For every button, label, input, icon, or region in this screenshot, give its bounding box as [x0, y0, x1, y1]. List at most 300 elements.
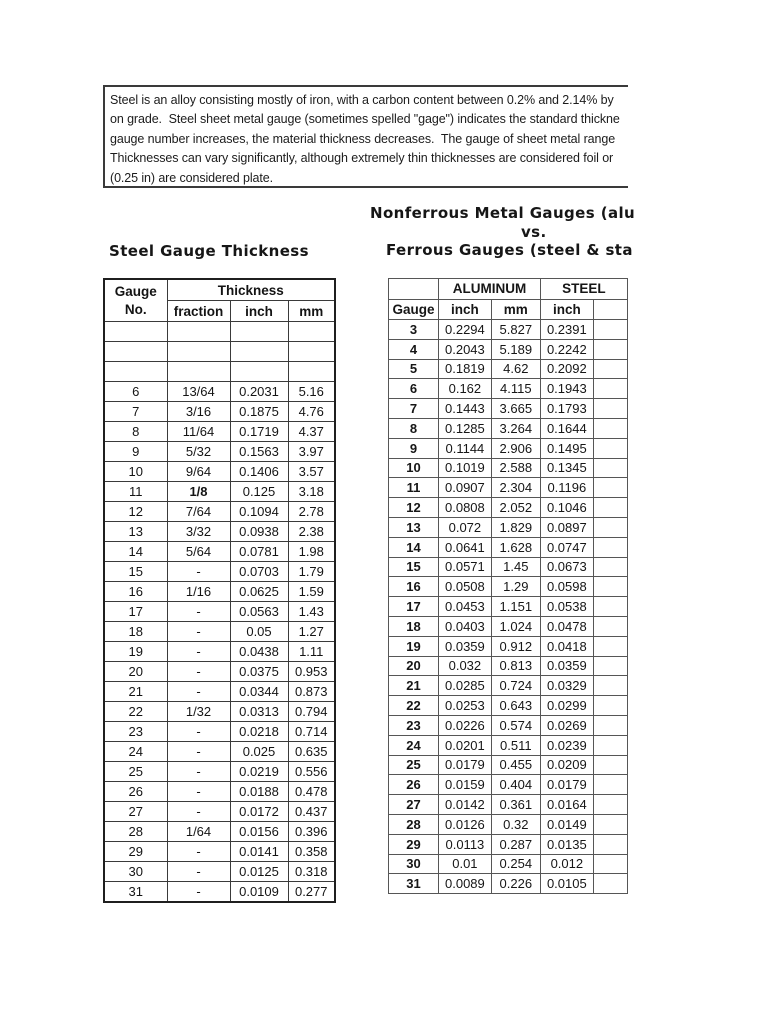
- table-row: [104, 542, 335, 562]
- aluminum-inch-cell: 0.072: [439, 517, 492, 537]
- table-row: [389, 537, 628, 557]
- table-row: [104, 382, 335, 402]
- table-row: [389, 636, 628, 656]
- gauge-cell: [104, 362, 167, 382]
- aluminum-mm-cell: 2.588: [491, 458, 540, 478]
- aluminum-mm-cell: 2.304: [491, 478, 540, 498]
- steel-inch-cell: 0.0329: [540, 676, 593, 696]
- fraction-cell: -: [167, 722, 230, 742]
- table-row: [104, 642, 335, 662]
- fraction-cell: -: [167, 882, 230, 903]
- gauge-cell: 15: [389, 557, 439, 577]
- header-aluminum-inch: inch: [439, 299, 492, 320]
- steel-mm-cell-clipped: [593, 379, 627, 399]
- gauge-cell: 7: [389, 399, 439, 419]
- nonferrous-vs-ferrous-table: [388, 278, 628, 894]
- fraction-cell: -: [167, 742, 230, 762]
- header-steel-inch: inch: [540, 299, 593, 320]
- gauge-cell: 27: [104, 802, 167, 822]
- steel-inch-cell: 0.0747: [540, 537, 593, 557]
- aluminum-inch-cell: 0.0508: [439, 577, 492, 597]
- steel-inch-cell: 0.0673: [540, 557, 593, 577]
- gauge-cell: 30: [104, 862, 167, 882]
- steel-inch-cell: 0.0598: [540, 577, 593, 597]
- aluminum-mm-cell: 2.906: [491, 438, 540, 458]
- inch-cell: [230, 322, 288, 342]
- ferrous-table-clip: [388, 278, 628, 892]
- aluminum-inch-cell: 0.0453: [439, 597, 492, 617]
- header-aluminum-mm: mm: [491, 299, 540, 320]
- mm-cell: 0.873: [288, 682, 335, 702]
- gauge-cell: 19: [389, 636, 439, 656]
- aluminum-mm-cell: 4.115: [491, 379, 540, 399]
- aluminum-inch-cell: 0.0808: [439, 498, 492, 518]
- aluminum-mm-cell: 0.254: [491, 854, 540, 874]
- mm-cell: 1.59: [288, 582, 335, 602]
- mm-cell: [288, 322, 335, 342]
- mm-cell: 0.478: [288, 782, 335, 802]
- gauge-cell: 22: [104, 702, 167, 722]
- fraction-cell: 1/64: [167, 822, 230, 842]
- aluminum-inch-cell: 0.162: [439, 379, 492, 399]
- fraction-cell: [167, 342, 230, 362]
- gauge-cell: 31: [104, 882, 167, 903]
- inch-cell: 0.1875: [230, 402, 288, 422]
- table-row: [389, 359, 628, 379]
- table-row: [104, 742, 335, 762]
- mm-cell: 2.78: [288, 502, 335, 522]
- gauge-cell: 22: [389, 696, 439, 716]
- mm-cell: 0.953: [288, 662, 335, 682]
- table-row: [389, 379, 628, 399]
- steel-inch-cell: 0.0897: [540, 517, 593, 537]
- table-row: [389, 478, 628, 498]
- fraction-cell: -: [167, 642, 230, 662]
- header-gauge: Gauge: [389, 299, 439, 320]
- mm-cell: [288, 362, 335, 382]
- steel-mm-cell-clipped: [593, 359, 627, 379]
- steel-mm-cell-clipped: [593, 557, 627, 577]
- gauge-cell: 30: [389, 854, 439, 874]
- table-row: [104, 462, 335, 482]
- steel-mm-cell-clipped: [593, 320, 627, 340]
- table-row: [389, 854, 628, 874]
- aluminum-inch-cell: 0.2043: [439, 339, 492, 359]
- mm-cell: 4.76: [288, 402, 335, 422]
- aluminum-inch-cell: 0.0285: [439, 676, 492, 696]
- inch-cell: 0.2031: [230, 382, 288, 402]
- steel-mm-cell-clipped: [593, 795, 627, 815]
- fraction-cell: 1/32: [167, 702, 230, 722]
- inch-cell: 0.0141: [230, 842, 288, 862]
- gauge-cell: 23: [104, 722, 167, 742]
- table-row: [104, 422, 335, 442]
- inch-cell: 0.0125: [230, 862, 288, 882]
- table-row: [389, 517, 628, 537]
- gauge-cell: 29: [389, 834, 439, 854]
- aluminum-mm-cell: 0.912: [491, 636, 540, 656]
- aluminum-mm-cell: 1.829: [491, 517, 540, 537]
- inch-cell: 0.0172: [230, 802, 288, 822]
- aluminum-mm-cell: 0.574: [491, 715, 540, 735]
- inch-cell: 0.0109: [230, 882, 288, 903]
- table-row: [104, 482, 335, 502]
- inch-cell: 0.0563: [230, 602, 288, 622]
- aluminum-inch-cell: 0.1443: [439, 399, 492, 419]
- steel-mm-cell-clipped: [593, 854, 627, 874]
- table-row: [104, 722, 335, 742]
- aluminum-mm-cell: 0.226: [491, 874, 540, 894]
- table-row: [389, 418, 628, 438]
- fraction-cell: 5/64: [167, 542, 230, 562]
- aluminum-inch-cell: 0.1019: [439, 458, 492, 478]
- table-row: [389, 577, 628, 597]
- gauge-cell: 18: [389, 616, 439, 636]
- table-row: [104, 682, 335, 702]
- steel-mm-cell-clipped: [593, 636, 627, 656]
- steel-inch-cell: 0.1943: [540, 379, 593, 399]
- right-table-title-line2: vs.: [521, 223, 547, 241]
- inch-cell: 0.0218: [230, 722, 288, 742]
- aluminum-inch-cell: 0.0641: [439, 537, 492, 557]
- header-empty-cell: [389, 279, 439, 300]
- aluminum-inch-cell: 0.1819: [439, 359, 492, 379]
- gauge-cell: 10: [389, 458, 439, 478]
- table-row: [104, 882, 335, 903]
- fraction-cell: -: [167, 622, 230, 642]
- right-table-title-line3: Ferrous Gauges (steel & sta: [386, 241, 633, 259]
- aluminum-mm-cell: 1.29: [491, 577, 540, 597]
- intro-line: on grade. Steel sheet metal gauge (sometimes spelled "gage") indicates the standard thickne: [110, 112, 620, 127]
- mm-cell: 1.98: [288, 542, 335, 562]
- aluminum-inch-cell: 0.0159: [439, 775, 492, 795]
- inch-cell: 0.1563: [230, 442, 288, 462]
- gauge-cell: 23: [389, 715, 439, 735]
- gauge-cell: 12: [104, 502, 167, 522]
- table-row: [104, 562, 335, 582]
- steel-mm-cell-clipped: [593, 696, 627, 716]
- gauge-cell: 11: [389, 478, 439, 498]
- steel-inch-cell: 0.0105: [540, 874, 593, 894]
- fraction-cell: 1/16: [167, 582, 230, 602]
- inch-cell: 0.0938: [230, 522, 288, 542]
- steel-inch-cell: 0.1046: [540, 498, 593, 518]
- fraction-cell: -: [167, 762, 230, 782]
- aluminum-mm-cell: 0.813: [491, 656, 540, 676]
- gauge-cell: [104, 342, 167, 362]
- aluminum-mm-cell: 0.287: [491, 834, 540, 854]
- steel-inch-cell: 0.1495: [540, 438, 593, 458]
- gauge-cell: 5: [389, 359, 439, 379]
- aluminum-inch-cell: 0.0201: [439, 735, 492, 755]
- intro-line: (0.25 in) are considered plate.: [110, 170, 273, 185]
- aluminum-inch-cell: 0.0571: [439, 557, 492, 577]
- gauge-cell: 8: [389, 418, 439, 438]
- steel-inch-cell: 0.0299: [540, 696, 593, 716]
- gauge-cell: 21: [389, 676, 439, 696]
- inch-cell: 0.0625: [230, 582, 288, 602]
- gauge-cell: 10: [104, 462, 167, 482]
- steel-mm-cell-clipped: [593, 735, 627, 755]
- steel-mm-cell-clipped: [593, 517, 627, 537]
- inch-cell: 0.0156: [230, 822, 288, 842]
- aluminum-inch-cell: 0.1285: [439, 418, 492, 438]
- gauge-cell: 28: [104, 822, 167, 842]
- table-row: [389, 874, 628, 894]
- table-row: [104, 622, 335, 642]
- table-row: [389, 755, 628, 775]
- mm-cell: [288, 342, 335, 362]
- gauge-cell: 13: [389, 517, 439, 537]
- fraction-cell: 3/32: [167, 522, 230, 542]
- header-no-label: No.: [124, 301, 147, 317]
- aluminum-inch-cell: 0.0113: [439, 834, 492, 854]
- blank-row: [104, 342, 335, 362]
- gauge-cell: 11: [104, 482, 167, 502]
- gauge-cell: 12: [389, 498, 439, 518]
- aluminum-mm-cell: 0.511: [491, 735, 540, 755]
- table-row: [104, 842, 335, 862]
- header-inch: inch: [230, 301, 288, 322]
- steel-inch-cell: 0.0239: [540, 735, 593, 755]
- aluminum-mm-cell: 1.151: [491, 597, 540, 617]
- steel-mm-cell-clipped: [593, 616, 627, 636]
- steel-inch-cell: 0.1345: [540, 458, 593, 478]
- gauge-cell: 17: [104, 602, 167, 622]
- aluminum-mm-cell: 2.052: [491, 498, 540, 518]
- mm-cell: 1.27: [288, 622, 335, 642]
- table-row: [389, 715, 628, 735]
- table-row: [104, 502, 335, 522]
- gauge-cell: 21: [104, 682, 167, 702]
- gauge-cell: 26: [389, 775, 439, 795]
- inch-cell: 0.125: [230, 482, 288, 502]
- mm-cell: 1.79: [288, 562, 335, 582]
- steel-mm-cell-clipped: [593, 874, 627, 894]
- steel-gauge-table-container: [103, 278, 336, 903]
- gauge-cell: 24: [104, 742, 167, 762]
- aluminum-inch-cell: 0.0089: [439, 874, 492, 894]
- table-row: [104, 762, 335, 782]
- gauge-cell: 6: [389, 379, 439, 399]
- gauge-cell: 24: [389, 735, 439, 755]
- blank-row: [104, 362, 335, 382]
- table-row: [389, 696, 628, 716]
- gauge-cell: 9: [104, 442, 167, 462]
- inch-cell: [230, 342, 288, 362]
- header-gauge-label: Gauge: [114, 283, 157, 299]
- intro-line: gauge number increases, the material thickness decreases. The gauge of sheet metal range: [110, 131, 616, 146]
- aluminum-mm-cell: 0.724: [491, 676, 540, 696]
- mm-cell: 0.358: [288, 842, 335, 862]
- steel-inch-cell: 0.2391: [540, 320, 593, 340]
- steel-inch-cell: 0.0538: [540, 597, 593, 617]
- steel-inch-cell: 0.0269: [540, 715, 593, 735]
- steel-inch-cell: 0.0149: [540, 814, 593, 834]
- gauge-cell: 4: [389, 339, 439, 359]
- intro-line: Steel is an alloy consisting mostly of iron, with a carbon content between 0.2% and 2.14% by: [110, 93, 614, 107]
- aluminum-mm-cell: 0.643: [491, 696, 540, 716]
- steel-mm-cell-clipped: [593, 814, 627, 834]
- steel-inch-cell: 0.0478: [540, 616, 593, 636]
- aluminum-mm-cell: 3.264: [491, 418, 540, 438]
- mm-cell: 0.794: [288, 702, 335, 722]
- steel-mm-cell-clipped: [593, 676, 627, 696]
- table-row: [389, 775, 628, 795]
- steel-inch-cell: 0.1196: [540, 478, 593, 498]
- gauge-cell: 7: [104, 402, 167, 422]
- fraction-cell: -: [167, 682, 230, 702]
- gauge-cell: 13: [104, 522, 167, 542]
- table-row: [104, 782, 335, 802]
- gauge-cell: 14: [389, 537, 439, 557]
- steel-mm-cell-clipped: [593, 775, 627, 795]
- gauge-cell: 18: [104, 622, 167, 642]
- fraction-cell: -: [167, 862, 230, 882]
- gauge-cell: 26: [104, 782, 167, 802]
- mm-cell: 0.635: [288, 742, 335, 762]
- table-row: [104, 822, 335, 842]
- gauge-cell: 6: [104, 382, 167, 402]
- mm-cell: 3.57: [288, 462, 335, 482]
- steel-mm-cell-clipped: [593, 715, 627, 735]
- gauge-cell: 8: [104, 422, 167, 442]
- fraction-cell: 7/64: [167, 502, 230, 522]
- steel-inch-cell: 0.0135: [540, 834, 593, 854]
- steel-inch-cell: 0.1644: [540, 418, 593, 438]
- gauge-cell: 27: [389, 795, 439, 815]
- fraction-cell: -: [167, 842, 230, 862]
- left-table-title: Steel Gauge Thickness: [109, 242, 309, 260]
- inch-cell: 0.0438: [230, 642, 288, 662]
- fraction-cell: 9/64: [167, 462, 230, 482]
- steel-mm-cell-clipped: [593, 656, 627, 676]
- steel-inch-cell: 0.0209: [540, 755, 593, 775]
- mm-cell: 0.437: [288, 802, 335, 822]
- aluminum-mm-cell: 0.404: [491, 775, 540, 795]
- table-row: [104, 862, 335, 882]
- table-row: [104, 602, 335, 622]
- steel-mm-cell-clipped: [593, 577, 627, 597]
- header-steel: STEEL: [540, 279, 627, 300]
- aluminum-inch-cell: 0.2294: [439, 320, 492, 340]
- table-row: [389, 320, 628, 340]
- gauge-cell: 31: [389, 874, 439, 894]
- inch-cell: 0.1406: [230, 462, 288, 482]
- steel-mm-cell-clipped: [593, 399, 627, 419]
- table-row: [389, 656, 628, 676]
- fraction-cell: 3/16: [167, 402, 230, 422]
- header-aluminum: ALUMINUM: [439, 279, 541, 300]
- table-row: [389, 458, 628, 478]
- header-fraction: fraction: [167, 301, 230, 322]
- gauge-cell: 16: [104, 582, 167, 602]
- steel-mm-cell-clipped: [593, 498, 627, 518]
- steel-mm-cell-clipped: [593, 418, 627, 438]
- aluminum-inch-cell: 0.0253: [439, 696, 492, 716]
- fraction-cell: -: [167, 562, 230, 582]
- gauge-cell: 9: [389, 438, 439, 458]
- fraction-cell: [167, 322, 230, 342]
- mm-cell: 0.714: [288, 722, 335, 742]
- inch-cell: 0.0781: [230, 542, 288, 562]
- aluminum-inch-cell: 0.01: [439, 854, 492, 874]
- header-gauge-no: [104, 279, 167, 322]
- table-row: [389, 597, 628, 617]
- aluminum-inch-cell: 0.0226: [439, 715, 492, 735]
- steel-inch-cell: 0.0418: [540, 636, 593, 656]
- gauge-cell: 25: [389, 755, 439, 775]
- fraction-cell: -: [167, 782, 230, 802]
- aluminum-mm-cell: 0.455: [491, 755, 540, 775]
- table-row: [389, 814, 628, 834]
- steel-inch-cell: 0.0359: [540, 656, 593, 676]
- inch-cell: 0.025: [230, 742, 288, 762]
- steel-inch-cell: 0.0179: [540, 775, 593, 795]
- inch-cell: 0.1094: [230, 502, 288, 522]
- gauge-cell: 16: [389, 577, 439, 597]
- aluminum-inch-cell: 0.0907: [439, 478, 492, 498]
- table-row: [389, 676, 628, 696]
- steel-mm-cell-clipped: [593, 339, 627, 359]
- steel-inch-cell: 0.2242: [540, 339, 593, 359]
- mm-cell: 0.396: [288, 822, 335, 842]
- header-steel-mm-clipped: [593, 299, 627, 320]
- inch-cell: 0.1719: [230, 422, 288, 442]
- mm-cell: 4.37: [288, 422, 335, 442]
- inch-cell: 0.0703: [230, 562, 288, 582]
- mm-cell: 0.277: [288, 882, 335, 903]
- gauge-cell: 20: [389, 656, 439, 676]
- table-row: [104, 582, 335, 602]
- mm-cell: 0.556: [288, 762, 335, 782]
- intro-line: Thicknesses can vary significantly, although extremely thin thicknesses are considered foil or: [110, 151, 614, 166]
- aluminum-inch-cell: 0.0359: [439, 636, 492, 656]
- aluminum-inch-cell: 0.1144: [439, 438, 492, 458]
- gauge-cell: 28: [389, 814, 439, 834]
- table-row: [104, 802, 335, 822]
- gauge-cell: 3: [389, 320, 439, 340]
- gauge-cell: 25: [104, 762, 167, 782]
- table-row: [389, 339, 628, 359]
- gauge-cell: 15: [104, 562, 167, 582]
- aluminum-mm-cell: 5.827: [491, 320, 540, 340]
- fraction-cell: 13/64: [167, 382, 230, 402]
- table-row: [104, 402, 335, 422]
- mm-cell: 3.18: [288, 482, 335, 502]
- aluminum-mm-cell: 1.024: [491, 616, 540, 636]
- steel-mm-cell-clipped: [593, 438, 627, 458]
- steel-mm-cell-clipped: [593, 537, 627, 557]
- gauge-cell: 19: [104, 642, 167, 662]
- table-row: [389, 795, 628, 815]
- fraction-cell: [167, 362, 230, 382]
- mm-cell: 1.43: [288, 602, 335, 622]
- mm-cell: 0.318: [288, 862, 335, 882]
- fraction-cell: -: [167, 662, 230, 682]
- inch-cell: 0.0313: [230, 702, 288, 722]
- header-mm: mm: [288, 301, 335, 322]
- table-row: [104, 702, 335, 722]
- aluminum-mm-cell: 1.628: [491, 537, 540, 557]
- aluminum-inch-cell: 0.0403: [439, 616, 492, 636]
- aluminum-inch-cell: 0.032: [439, 656, 492, 676]
- inch-cell: [230, 362, 288, 382]
- fraction-cell: -: [167, 802, 230, 822]
- blank-row: [104, 322, 335, 342]
- aluminum-inch-cell: 0.0142: [439, 795, 492, 815]
- steel-inch-cell: 0.012: [540, 854, 593, 874]
